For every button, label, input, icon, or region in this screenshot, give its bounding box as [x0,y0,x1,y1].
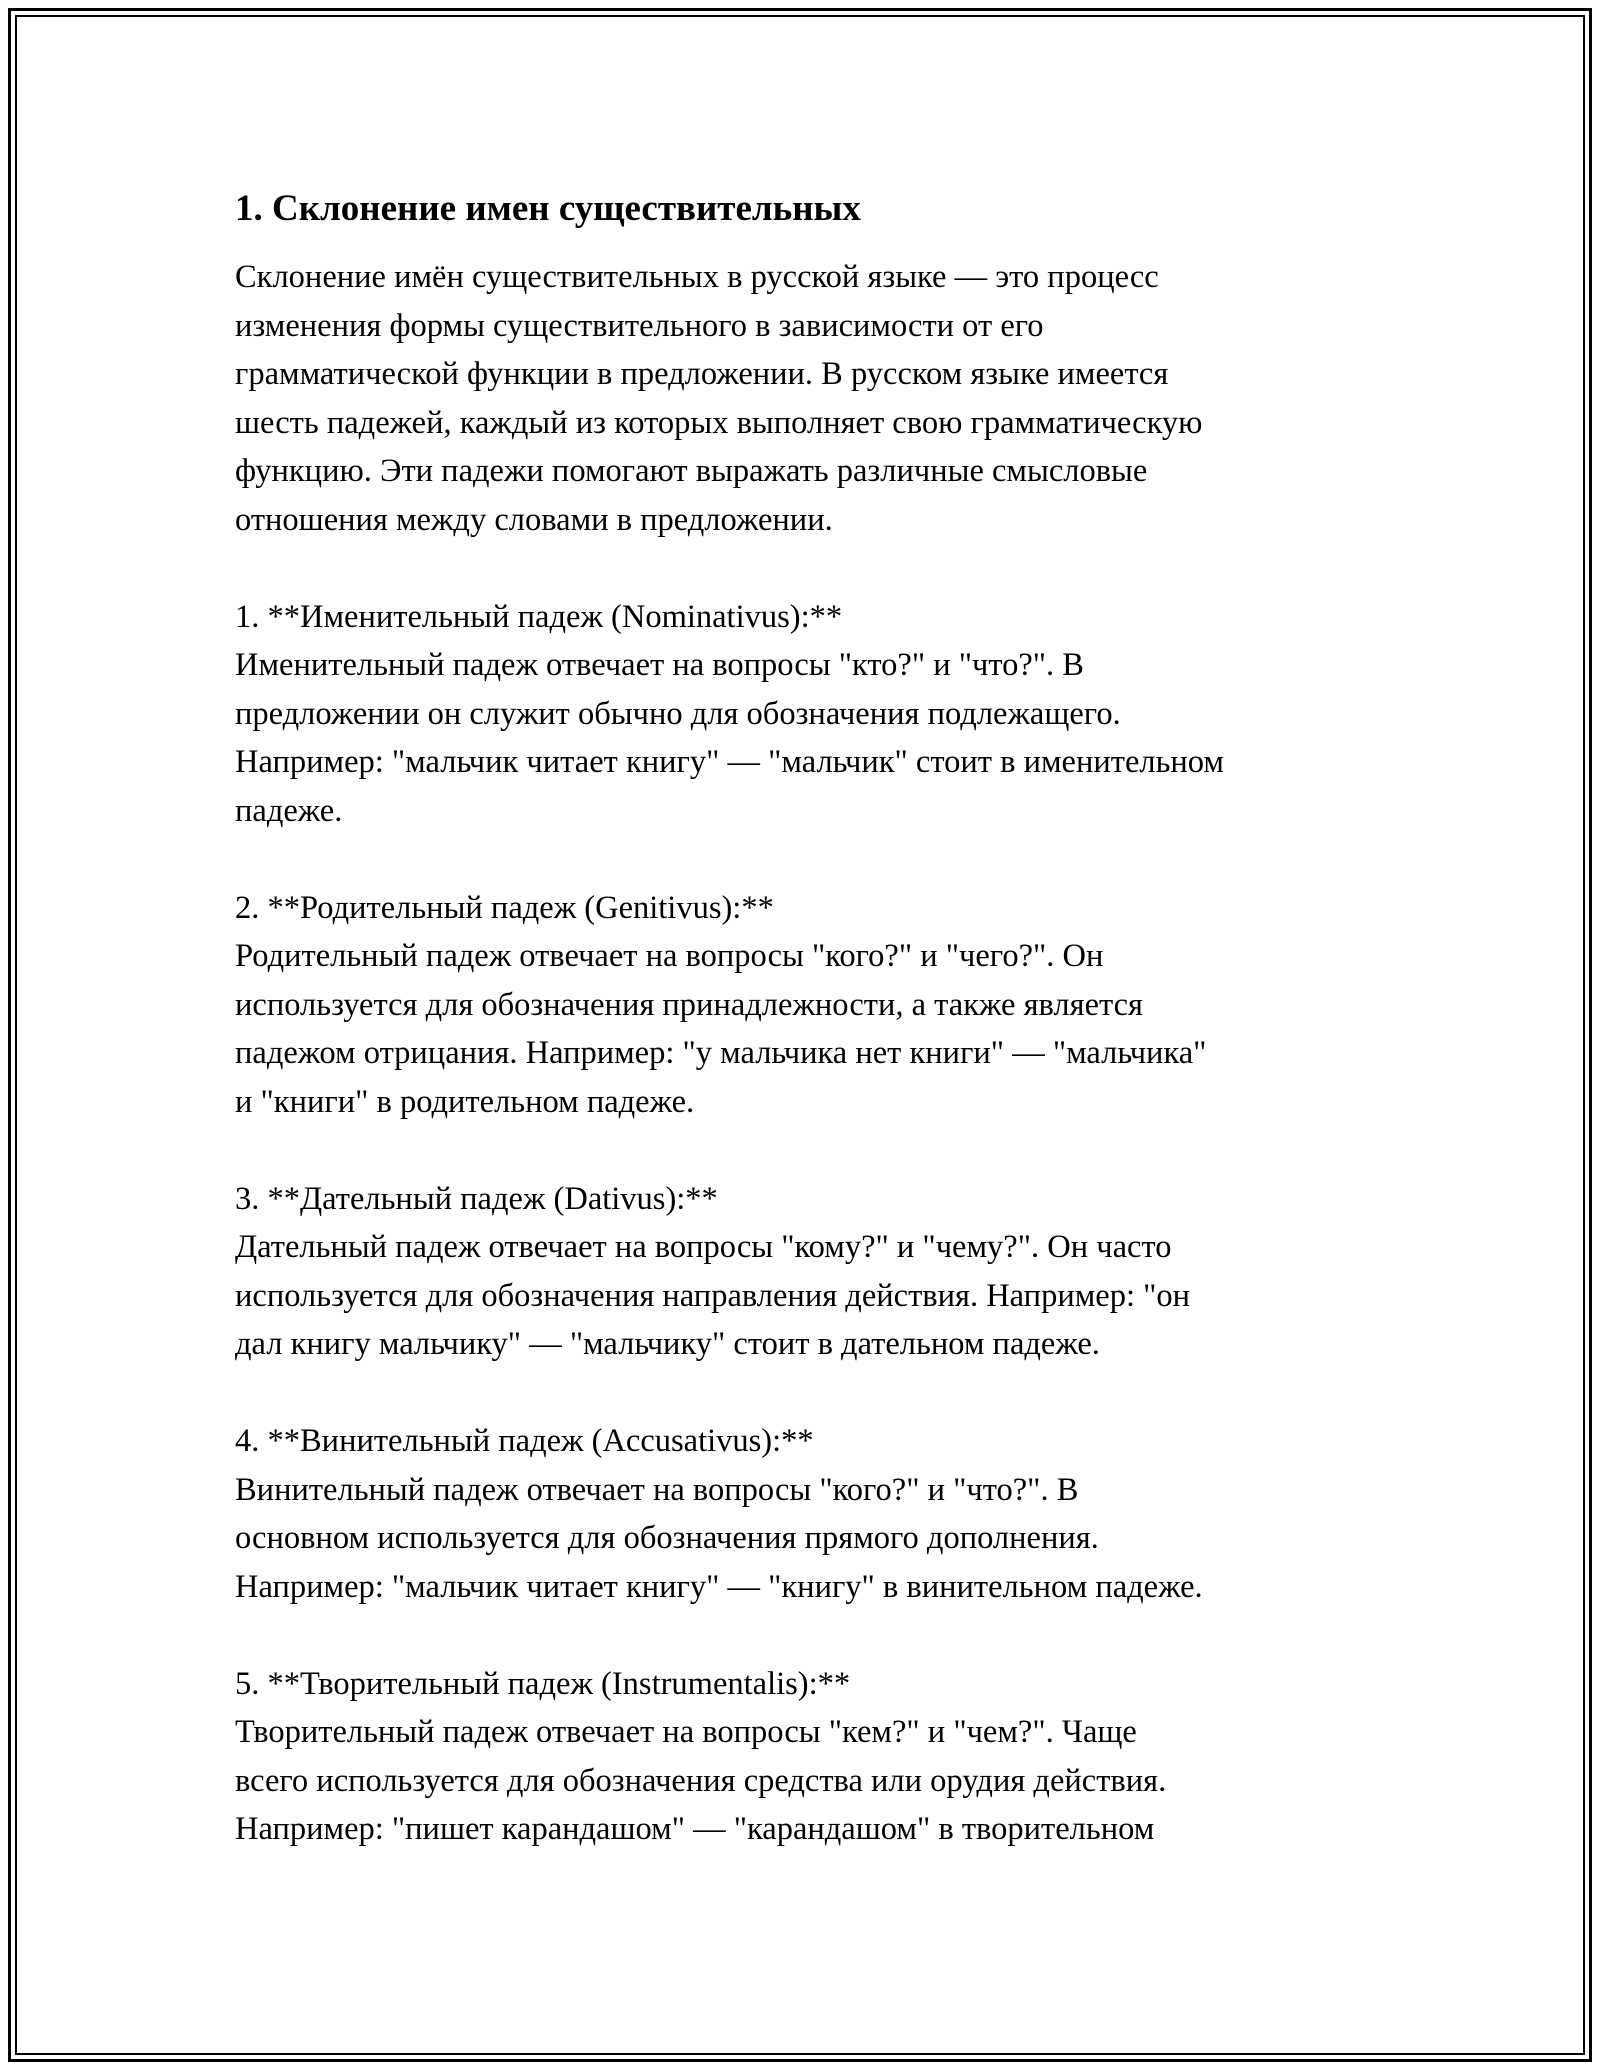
case-description: Именительный падеж отвечает на вопросы "кто?" и "что?". В предложении он служит обычно для обозначения подлежащего. Например: "мальчик читает книгу" — "мальчик" стоит в именительном падеже. [235,647,1224,829]
case-description: Винительный падеж отвечает на вопросы "кого?" и "что?". В основном используется для обозначения прямого дополнения. Например: "мальчик читает книгу" — "книгу" в винительном падеже. [235,1471,1203,1605]
case-title: 2. **Родительный падеж (Genitivus):** [235,889,774,926]
case-description: Родительный падеж отвечает на вопросы "кого?" и "чего?". Он используется для обозначения принадлежности, а также является падежом отрицания. Например: "у мальчика нет книги" — "мальчика" и "книги" в родительном падеже. [235,938,1207,1120]
intro-paragraph: Склонение имён существительных в русской языке — это процесс изменения формы существительного в зависимости от его грамматической функции в предложении. В русском языке имеется шесть падежей, каждый из которых выполняет свою грамматическую функцию. Эти падежи помогают выражать различные смысловые отношения между словами в предложении. [235,259,1203,538]
case-item-nominative [235,593,1365,836]
case-item-dative [235,1175,1365,1369]
case-item-accusative [235,1417,1365,1611]
case-description: Дательный падеж отвечает на вопросы "кому?" и "чему?". Он часто используется для обозначения направления действия. Например: "он дал книгу мальчику" — "мальчику" стоит в дательном падеже. [235,1229,1191,1362]
document-page [235,185,1365,1854]
case-title: 5. **Творительный падеж (Instrumentalis):** [235,1665,851,1702]
case-title: 1. **Именительный падеж (Nominativus):** [235,598,843,635]
case-title: 4. **Винительный падеж (Accusativus):** [235,1423,814,1459]
case-title: 3. **Дательный падеж (Dativus):** [235,1180,718,1217]
section-heading: 1. Склонение имен существительных [235,188,861,229]
case-description: Творительный падеж отвечает на вопросы "кем?" и "чем?". Чаще всего используется для обозначения средства или орудия действия. Например: "пишет карандашом" — "карандашом" в творительном [235,1714,1167,1847]
case-item-instrumental [235,1660,1365,1854]
case-item-genitive [235,884,1365,1127]
